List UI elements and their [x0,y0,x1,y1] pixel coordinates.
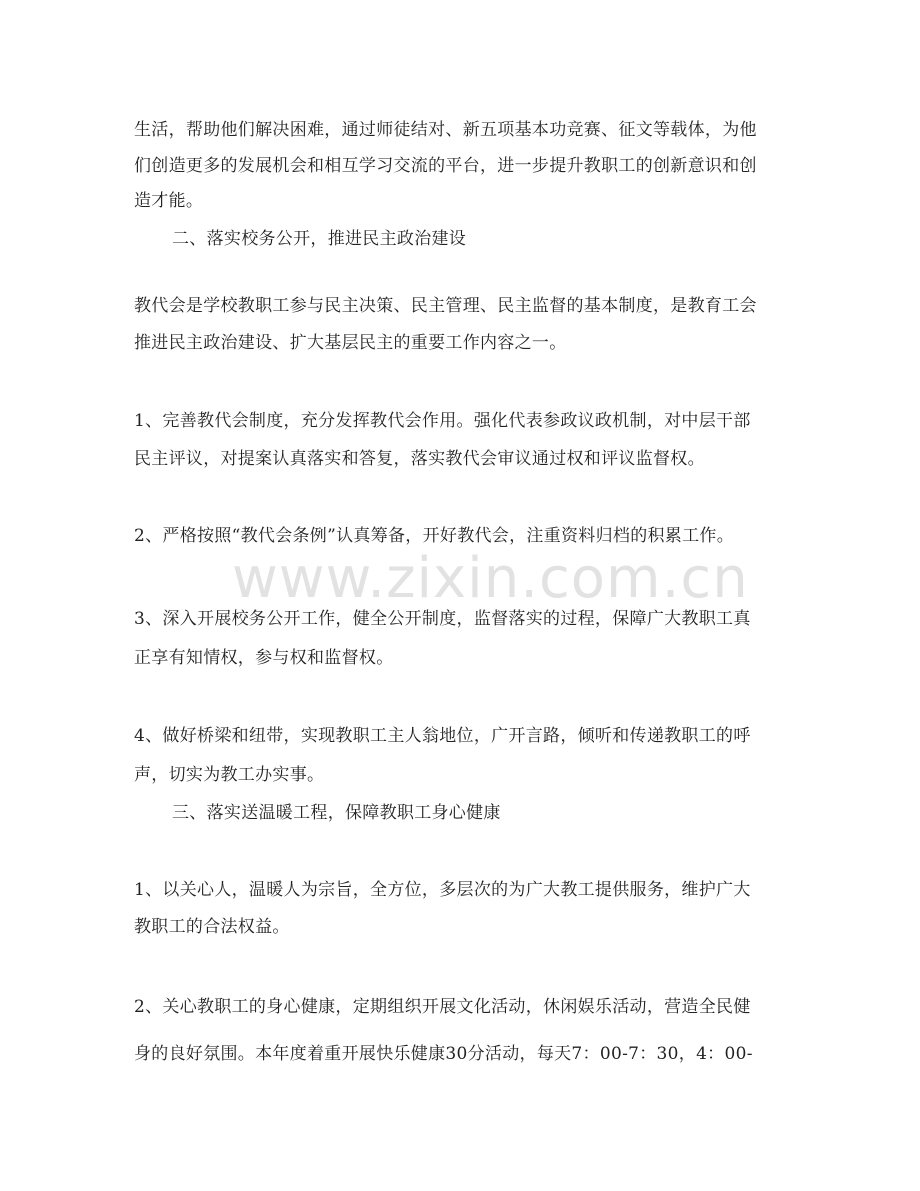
paragraph-line: 们创造更多的发展机会和相互学习交流的平台，进一步提升教职工的创新意识和创 [134,156,757,176]
list-item-line: 3、深入开展校务公开工作，健全公开制度，监督落实的过程，保障广大教职工真 [134,609,751,629]
list-item-line: 1、以关心人，温暖人为宗旨，全方位，多层次的为广大教工提供服务，维护广大 [134,880,751,900]
list-item-line: 4、做好桥梁和纽带，实现教职工主人翁地位，广开言路，倾听和传递教职工的呼 [134,726,751,746]
watermark-text: www.zixin.com.cn [232,546,749,611]
paragraph-line: 造才能。 [134,191,204,211]
paragraph-line: 生活，帮助他们解决困难，通过师徒结对、新五项基本功竞赛、征文等载体，为他 [134,120,757,140]
list-item-line: 身的良好氛围。本年度着重开展快乐健康30分活动，每天7：00-7：30，4：00- [134,1044,753,1064]
section-heading-2: 二、落实校务公开，推进民主政治建设 [172,229,467,249]
list-item-line: 民主评议，对提案认真落实和答复，落实教代会审议通过权和评议监督权。 [134,449,705,469]
list-item-line: 正享有知情权，参与权和监督权。 [134,648,394,668]
list-item-line: 教职工的合法权益。 [134,917,290,937]
list-item-line: 声，切实为教工办实事。 [134,765,325,785]
paragraph-line: 推进民主政治建设、扩大基层民主的重要工作内容之一。 [134,333,567,353]
list-item-line: 2、关心教职工的身心健康，定期组织开展文化活动，休闲娱乐活动，营造全民健 [134,997,751,1017]
section-heading-3: 三、落实送温暖工程，保障教职工身心健康 [172,803,501,823]
list-item-line: 2、严格按照“教代会条例”认真筹备，开好教代会，注重资料归档的积累工作。 [134,526,734,546]
list-item-line: 1、完善教代会制度，充分发挥教代会作用。强化代表参政议政机制，对中层干部 [134,411,751,431]
paragraph-line: 教代会是学校教职工参与民主决策、民主管理、民主监督的基本制度，是教育工会 [134,296,757,316]
